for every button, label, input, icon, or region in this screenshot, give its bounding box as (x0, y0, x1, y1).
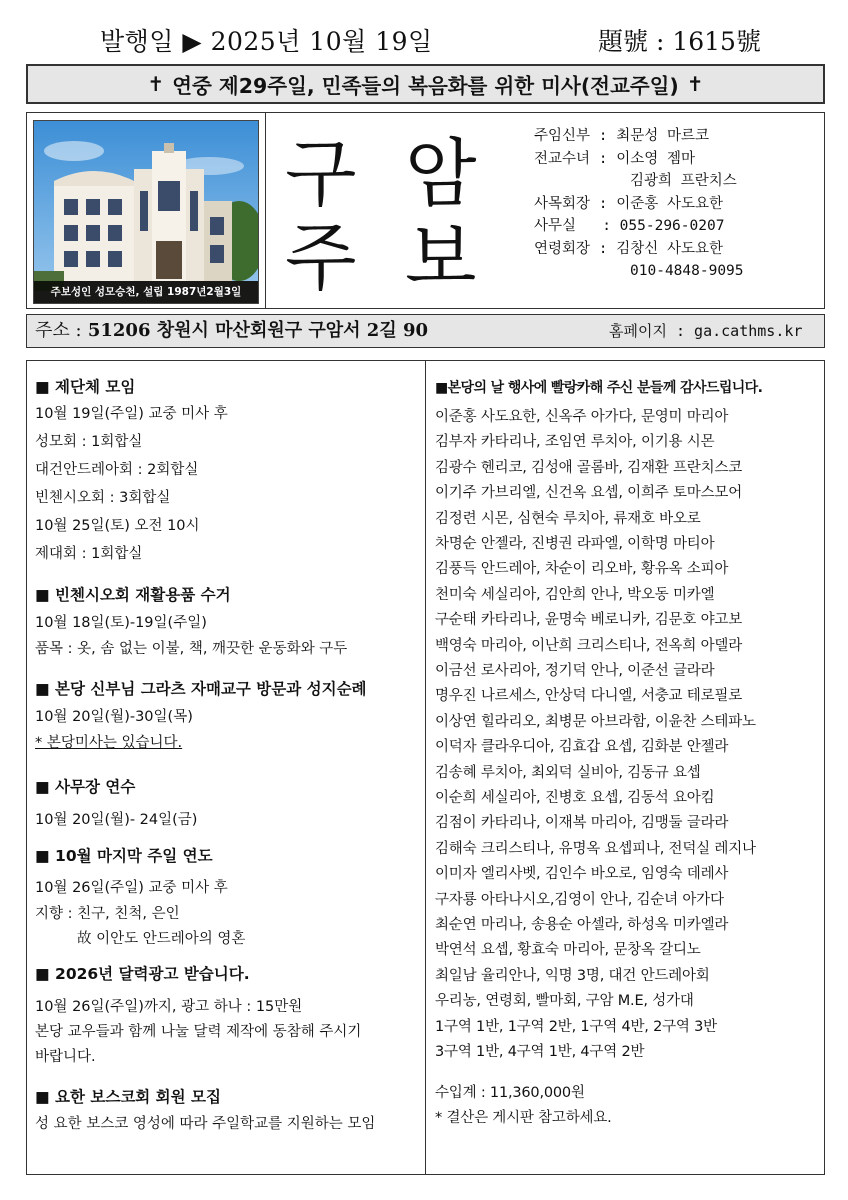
section-title-recycling: ■ 빈첸시오회 재활용품 수거 (35, 586, 231, 604)
masthead-char-3: 주 (285, 215, 357, 301)
masthead-char-4: 보 (405, 215, 477, 301)
liturgy-title: 연중 제29주일, 민족들의 복음화를 위한 미사(전교주일) (172, 74, 679, 98)
donors-title: ■본당의 날 행사에 빨랑카해 주신 분들께 감사드립니다. (435, 380, 763, 396)
masthead-char-2: 암 (405, 131, 477, 217)
donor-line: 3구역 1반, 4구역 1반, 4구역 2반 (435, 1044, 645, 1060)
section-line: 10월 20일(월)-30일(목) (35, 709, 193, 725)
section-note: * 본당미사는 있습니다. (35, 735, 183, 751)
donor-line: 김광수 헨리코, 김성애 골롬바, 김재환 프란치스코 (435, 459, 743, 476)
section-line: 10월 20일(월)- 24일(금) (35, 812, 198, 828)
liturgy-title-bar (26, 64, 825, 104)
section-title-pilgrimage: ■ 본당 신부님 그라츠 자매교구 방문과 성지순례 (35, 680, 367, 698)
staff-pastor: 주임신부 : 최문성 마르코 (534, 128, 709, 144)
donor-line: 이미자 엘리사벳, 김인수 바오로, 임영숙 데레사 (435, 866, 729, 883)
staff-office-phone: 사무실 : 055-296-0207 (534, 218, 725, 234)
staff-sister-2: 김광희 프란치스 (534, 173, 737, 189)
address-label: 주소 : (35, 320, 82, 341)
section-line: 대건안드레아회 : 2회합실 (35, 462, 199, 478)
staff-sister-1: 전교수녀 : 이소영 젬마 (534, 150, 695, 167)
section-line: 10월 19일(주일) 교중 미사 후 (35, 406, 228, 422)
section-line: 바랍니다. (35, 1049, 96, 1065)
address-text: 51206 창원시 마산회원구 구암서 2길 90 (87, 320, 429, 341)
section-line: 10월 25일(토) 오전 10시 (35, 518, 200, 534)
staff-memorial-phone: 010-4848-9095 (534, 263, 744, 279)
staff-memorial-chair: 연령회장 : 김창신 사도요한 (534, 240, 723, 257)
cross-icon: ✝ (147, 72, 165, 96)
donor-line: 명우진 나르세스, 안상덕 다니엘, 서충교 테로필로 (435, 688, 743, 705)
section-line: 품목 : 옷, 솜 없는 이불, 책, 깨끗한 운동화와 구두 (35, 641, 348, 657)
staff-directory (534, 125, 744, 283)
donor-line: 최순연 마리나, 송용순 아셀라, 하성옥 미카엘라 (435, 917, 729, 933)
column-divider (425, 361, 426, 1174)
donor-line: 김풍득 안드레아, 차순이 리오바, 황유옥 소피아 (435, 561, 729, 578)
donor-line: 김정련 시몬, 심현숙 루치아, 류재호 바오로 (435, 510, 701, 527)
masthead-char-1: 구 (285, 131, 357, 217)
masthead-divider (265, 113, 266, 308)
donor-line: 이금선 로사리아, 정기덕 안나, 이준선 글라라 (435, 663, 715, 679)
church-building-image (34, 121, 259, 304)
address (35, 315, 428, 347)
donor-line: 천미숙 세실리아, 김안희 안나, 박오동 미카엘 (435, 586, 715, 603)
issue-number: 題號 : 1615號 (598, 27, 761, 56)
donor-line: 김해숙 크리스티나, 유명옥 요셉피나, 전덕실 레지나 (435, 840, 756, 857)
section-title-memorial-prayer: ■ 10월 마지막 주일 연도 (35, 847, 213, 865)
section-line: 성모회 : 1회합실 (35, 434, 143, 450)
section-line: 故 이안도 안드레아의 영혼 (77, 931, 246, 947)
masthead (26, 112, 825, 309)
section-title-calendar-ads: ■ 2026년 달력광고 받습니다. (35, 965, 250, 983)
photo-caption: 주보성인 성모승천, 설립 1987년2월3일 (34, 281, 258, 303)
section-title-bosco-recruit: ■ 요한 보스코회 회원 모집 (35, 1088, 221, 1106)
settlement-note: * 결산은 게시판 참고하세요. (435, 1110, 612, 1126)
section-line: 10월 26일(주일) 교중 미사 후 (35, 880, 228, 896)
section-line: 제대회 : 1회합실 (35, 546, 143, 562)
donor-line: 이순희 세실리아, 진병호 요셉, 김동석 요아킴 (435, 790, 715, 806)
donor-line: 이상연 힐라리오, 최병문 아브라함, 이윤찬 스테파노 (435, 713, 756, 730)
section-line: 성 요한 보스코 영성에 따라 주일학교를 지원하는 모임 (35, 1116, 376, 1132)
bulletin-content (26, 360, 825, 1175)
donor-line: 백영숙 마리아, 이난희 크리스티나, 전옥희 아델라 (435, 637, 743, 654)
address-bar (26, 314, 825, 348)
donor-line: 김점이 카타리나, 이재복 마리아, 김맹둘 글라라 (435, 815, 729, 832)
staff-council-chair: 사목회장 : 이준홍 사도요한 (534, 195, 723, 212)
section-line: 10월 26일(주일)까지, 광고 하나 : 15만원 (35, 999, 303, 1015)
donor-line: 이덕자 클라우디아, 김효갑 요셉, 김화분 안젤라 (435, 739, 729, 756)
donor-line: 구순태 카타리나, 윤명숙 베로니카, 김문호 야고보 (435, 612, 743, 629)
section-title-groups: ■ 제단체 모임 (35, 378, 136, 396)
church-photo (33, 120, 259, 304)
homepage-link[interactable]: 홈페이지 : ga.cathms.kr (609, 322, 803, 340)
section-line: 지향 : 친구, 친척, 은인 (35, 906, 180, 922)
cross-icon: ✝ (686, 72, 704, 96)
donor-line: 차명순 안젤라, 진병권 라파엘, 이학명 마티아 (435, 536, 715, 552)
donor-line: 김부자 카타리나, 조임연 루치아, 이기용 시몬 (435, 434, 715, 451)
section-line: 본당 교우들과 함께 나눌 달력 제작에 동참해 주시기 (35, 1024, 362, 1040)
donor-line: 이기주 가브리엘, 신건옥 요셉, 이희주 토마스모어 (435, 485, 743, 502)
section-line: 빈첸시오회 : 3회합실 (35, 490, 171, 506)
donor-line: 우리농, 연령회, 빨마회, 구암 M.E, 성가대 (435, 993, 694, 1010)
donor-line: 1구역 1반, 1구역 2반, 1구역 4반, 2구역 3반 (435, 1018, 717, 1035)
donor-line: 구자룡 아타나시오,김영이 안나, 김순녀 아가다 (435, 891, 724, 908)
issue-line (0, 22, 848, 62)
income-total: 수입계 : 11,360,000원 (435, 1085, 585, 1101)
publish-date: 발행일 ▶ 2025년 10월 19일 (100, 27, 433, 56)
donor-line: 이준홍 사도요한, 신옥주 아가다, 문영미 마리아 (435, 409, 729, 425)
donor-line: 최일남 율리안나, 익명 3명, 대건 안드레아회 (435, 967, 710, 984)
section-title-office-training: ■ 사무장 연수 (35, 778, 136, 796)
donor-line: 박연석 요셉, 황효숙 마리아, 문창옥 갈디노 (435, 942, 701, 959)
donor-line: 김송혜 루치아, 최외덕 실비아, 김동규 요셉 (435, 764, 701, 781)
section-line: 10월 18일(토)-19일(주일) (35, 615, 207, 631)
